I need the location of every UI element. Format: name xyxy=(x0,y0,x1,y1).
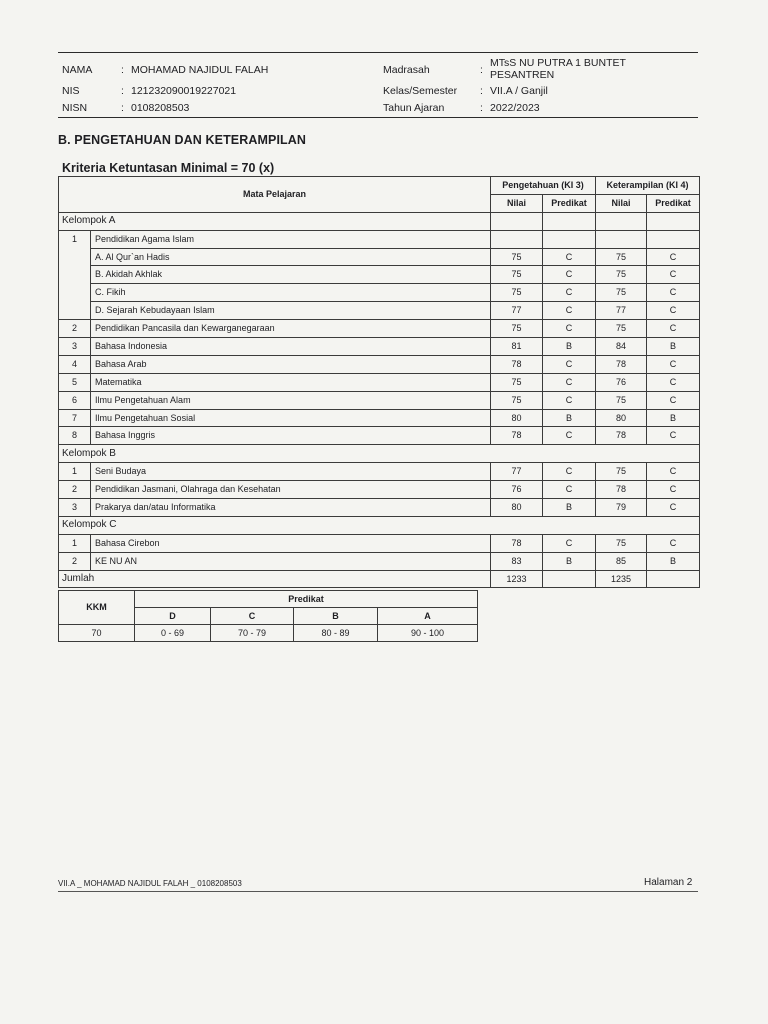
madrasah-value-line2: PESANTREN xyxy=(490,69,555,81)
footer-student-id: VII.A _ MOHAMAD NAJIDUL FALAH _ 0108208503 xyxy=(58,879,242,888)
ki3-nilai: 75 xyxy=(491,373,543,391)
row-number: 3 xyxy=(59,338,91,356)
subject-row xyxy=(59,338,700,356)
ki3-nilai: 78 xyxy=(491,427,543,445)
ki3-nilai: 78 xyxy=(491,534,543,552)
subject-row xyxy=(59,355,700,373)
nis-label: NIS xyxy=(62,85,80,97)
row-number: 1 xyxy=(59,534,91,552)
subject-row xyxy=(59,499,700,517)
subject-row xyxy=(59,409,700,427)
ki4-nilai: 79 xyxy=(596,499,647,517)
ki4-nilai: 75 xyxy=(596,284,647,302)
subject-name: Pendidikan Jasmani, Olahraga dan Kesehatan xyxy=(91,481,491,499)
madrasah-label: Madrasah xyxy=(383,64,430,76)
subject-row xyxy=(59,552,700,570)
subject-row xyxy=(59,534,700,552)
range-a: 90 - 100 xyxy=(378,625,478,642)
predikat-header: Predikat xyxy=(135,591,478,608)
ki4-predikat: C xyxy=(647,373,700,391)
ki3-predikat-header: Predikat xyxy=(543,194,596,212)
subject-row xyxy=(59,266,700,284)
ki4-nilai: 75 xyxy=(596,248,647,266)
ki3-nilai xyxy=(491,230,543,248)
ki4-predikat: B xyxy=(647,338,700,356)
ki3-predikat: C xyxy=(543,284,596,302)
ki3-nilai: 77 xyxy=(491,302,543,320)
ki3-predikat: C xyxy=(543,355,596,373)
ki3-predikat: B xyxy=(543,338,596,356)
ki3-nilai: 83 xyxy=(491,552,543,570)
madrasah-colon: : xyxy=(480,64,483,76)
subject-name: Bahasa Cirebon xyxy=(91,534,491,552)
group-a-rows xyxy=(59,230,700,445)
ki3-predikat: C xyxy=(543,391,596,409)
subject-name: C. Fikih xyxy=(91,284,491,302)
ki4-nilai: 75 xyxy=(596,266,647,284)
nisn-value: 0108208503 xyxy=(131,102,190,114)
subject-name: Ilmu Pengetahuan Alam xyxy=(91,391,491,409)
subject-name: Pendidikan Agama Islam xyxy=(91,230,491,248)
section-title: B. PENGETAHUAN DAN KETERAMPILAN xyxy=(58,133,307,147)
group-b-rows xyxy=(59,463,700,517)
row-number xyxy=(59,248,91,266)
ki3-nilai: 76 xyxy=(491,481,543,499)
subject-name: Prakarya dan/atau Informatika xyxy=(91,499,491,517)
row-number: 1 xyxy=(59,463,91,481)
nama-colon: : xyxy=(121,64,124,76)
ki4-predikat: C xyxy=(647,284,700,302)
ki4-header: Keterampilan (KI 4) xyxy=(596,177,700,195)
subject-row xyxy=(59,373,700,391)
ki3-nilai: 77 xyxy=(491,463,543,481)
kkm-title: Kriteria Ketuntasan Minimal = 70 (x) xyxy=(62,161,275,175)
subject-name: Bahasa Indonesia xyxy=(91,338,491,356)
subject-row xyxy=(59,302,700,320)
ki4-predikat: C xyxy=(647,320,700,338)
ki4-nilai: 78 xyxy=(596,355,647,373)
tahun-value: 2022/2023 xyxy=(490,102,540,114)
grade-d: D xyxy=(135,608,211,625)
grade-b: B xyxy=(294,608,378,625)
ki4-predikat: C xyxy=(647,534,700,552)
ki3-nilai: 80 xyxy=(491,409,543,427)
row-number: 4 xyxy=(59,355,91,373)
subject-row xyxy=(59,284,700,302)
subject-row xyxy=(59,427,700,445)
tahun-colon: : xyxy=(480,102,483,114)
subject-name: Bahasa Arab xyxy=(91,355,491,373)
header-bottom-rule xyxy=(58,117,698,118)
subject-header: Mata Pelajaran xyxy=(59,177,491,213)
ki4-nilai: 78 xyxy=(596,481,647,499)
ki4-predikat: C xyxy=(647,481,700,499)
ki4-nilai: 77 xyxy=(596,302,647,320)
row-number: 1 xyxy=(59,230,91,248)
nis-value: 121232090019227021 xyxy=(131,85,237,97)
subject-name: Matematika xyxy=(91,373,491,391)
nis-colon: : xyxy=(121,85,124,97)
range-d: 0 - 69 xyxy=(135,625,211,642)
row-number xyxy=(59,284,91,302)
ki4-nilai: 75 xyxy=(596,463,647,481)
subject-name: Ilmu Pengetahuan Sosial xyxy=(91,409,491,427)
ki3-predikat: B xyxy=(543,552,596,570)
ki3-nilai: 75 xyxy=(491,284,543,302)
ki4-predikat: C xyxy=(647,499,700,517)
ki3-predikat: C xyxy=(543,481,596,499)
ki3-predikat: C xyxy=(543,302,596,320)
nisn-label: NISN xyxy=(62,102,88,114)
subject-row xyxy=(59,391,700,409)
ki4-nilai: 75 xyxy=(596,534,647,552)
ki3-predikat: C xyxy=(543,320,596,338)
row-number: 5 xyxy=(59,373,91,391)
total-ki3: 1233 xyxy=(491,570,543,588)
ki4-predikat xyxy=(647,230,700,248)
kelas-colon: : xyxy=(480,85,483,97)
subject-row xyxy=(59,463,700,481)
group-b-label: Kelompok B xyxy=(59,445,700,463)
subject-name: B. Akidah Akhlak xyxy=(91,266,491,284)
ki3-predikat: C xyxy=(543,534,596,552)
ki3-nilai: 81 xyxy=(491,338,543,356)
row-number xyxy=(59,266,91,284)
row-number: 2 xyxy=(59,481,91,499)
ki3-nilai: 75 xyxy=(491,266,543,284)
subject-row xyxy=(59,481,700,499)
ki4-predikat: C xyxy=(647,248,700,266)
footer-rule xyxy=(58,891,698,892)
ki3-predikat: C xyxy=(543,373,596,391)
ki4-nilai: 75 xyxy=(596,320,647,338)
group-c-rows xyxy=(59,534,700,570)
grade-a: A xyxy=(378,608,478,625)
row-number: 7 xyxy=(59,409,91,427)
range-b: 80 - 89 xyxy=(294,625,378,642)
total-ki4: 1235 xyxy=(596,570,647,588)
ki4-nilai xyxy=(596,230,647,248)
row-number: 6 xyxy=(59,391,91,409)
ki3-nilai: 75 xyxy=(491,391,543,409)
tahun-label: Tahun Ajaran xyxy=(383,102,445,114)
nama-label: NAMA xyxy=(62,64,93,76)
header-top-rule xyxy=(58,52,698,53)
ki3-nilai: 80 xyxy=(491,499,543,517)
ki4-nilai: 80 xyxy=(596,409,647,427)
ki4-predikat: C xyxy=(647,266,700,284)
ki4-nilai: 78 xyxy=(596,427,647,445)
ki3-predikat: C xyxy=(543,463,596,481)
nisn-colon: : xyxy=(121,102,124,114)
ki4-predikat: B xyxy=(647,409,700,427)
ki3-nilai: 78 xyxy=(491,355,543,373)
row-number: 3 xyxy=(59,499,91,517)
ki4-nilai: 75 xyxy=(596,391,647,409)
ki3-nilai: 75 xyxy=(491,248,543,266)
row-number: 2 xyxy=(59,552,91,570)
ki4-nilai: 84 xyxy=(596,338,647,356)
row-number: 2 xyxy=(59,320,91,338)
footer-page-number: Halaman 2 xyxy=(644,877,693,888)
predikat-legend-table xyxy=(58,590,478,642)
ki4-predikat: C xyxy=(647,302,700,320)
ki4-predikat: C xyxy=(647,463,700,481)
subject-row xyxy=(59,248,700,266)
ki3-predikat: C xyxy=(543,427,596,445)
total-label: Jumlah xyxy=(59,570,491,588)
ki3-predikat: C xyxy=(543,266,596,284)
grades-table xyxy=(58,176,700,588)
ki4-nilai: 76 xyxy=(596,373,647,391)
ki4-nilai-header: Nilai xyxy=(596,194,647,212)
ki4-predikat: C xyxy=(647,427,700,445)
row-number: 8 xyxy=(59,427,91,445)
ki3-nilai: 75 xyxy=(491,320,543,338)
kelas-value: VII.A / Ganjil xyxy=(490,85,548,97)
grade-c: C xyxy=(211,608,294,625)
subject-name: D. Sejarah Kebudayaan Islam xyxy=(91,302,491,320)
subject-row xyxy=(59,230,700,248)
ki4-predikat: B xyxy=(647,552,700,570)
ki4-predikat-header: Predikat xyxy=(647,194,700,212)
group-a-label: Kelompok A xyxy=(59,212,491,230)
group-c-label: Kelompok C xyxy=(59,516,700,534)
range-c: 70 - 79 xyxy=(211,625,294,642)
subject-row xyxy=(59,320,700,338)
ki3-predikat: B xyxy=(543,409,596,427)
ki3-header: Pengetahuan (KI 3) xyxy=(491,177,596,195)
ki4-predikat: C xyxy=(647,391,700,409)
subject-name: A. Al Qur`an Hadis xyxy=(91,248,491,266)
subject-name: Seni Budaya xyxy=(91,463,491,481)
ki4-predikat: C xyxy=(647,355,700,373)
ki3-predikat xyxy=(543,230,596,248)
kelas-label: Kelas/Semester xyxy=(383,85,458,97)
subject-name: KE NU AN xyxy=(91,552,491,570)
nama-value: MOHAMAD NAJIDUL FALAH xyxy=(131,64,269,76)
ki3-predikat: B xyxy=(543,499,596,517)
kkm-value: 70 xyxy=(59,625,135,642)
ki3-nilai-header: Nilai xyxy=(491,194,543,212)
ki3-predikat: C xyxy=(543,248,596,266)
subject-name: Pendidikan Pancasila dan Kewarganegaraan xyxy=(91,320,491,338)
madrasah-value-line1: MTsS NU PUTRA 1 BUNTET xyxy=(490,57,626,69)
ki4-nilai: 85 xyxy=(596,552,647,570)
subject-name: Bahasa Inggris xyxy=(91,427,491,445)
kkm-header: KKM xyxy=(59,591,135,625)
row-number xyxy=(59,302,91,320)
